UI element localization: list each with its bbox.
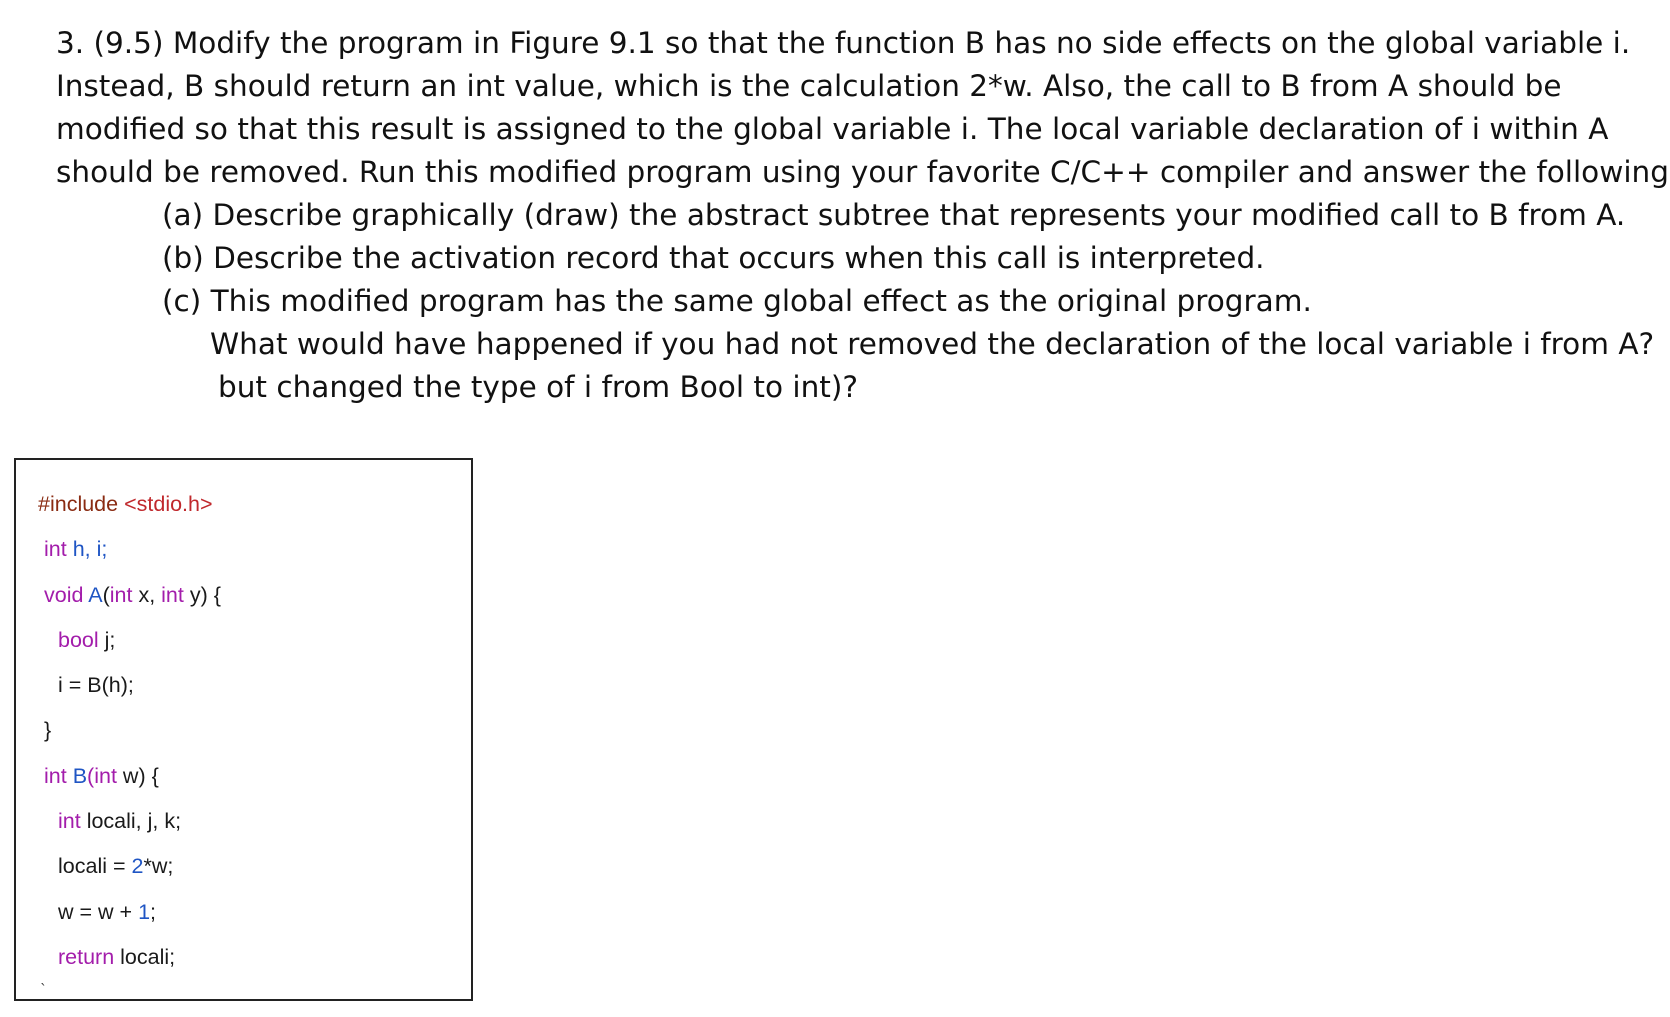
number-literal: 2	[131, 854, 144, 879]
question-part-c-line-3: but changed the type of i from Bool to int)?	[218, 370, 859, 404]
code-line-assign-locali	[38, 844, 221, 889]
func-a-paren: (	[102, 582, 110, 607]
keyword-void: void	[44, 582, 84, 607]
call-b-statement: i = B(h);	[58, 673, 134, 698]
keyword-return: return	[58, 944, 115, 969]
code-line-increment-w	[38, 890, 221, 935]
param-y: y) {	[183, 582, 221, 607]
keyword-int: int	[109, 582, 133, 607]
question-part-a: (a) Describe graphically (draw) the abstract subtree that represents your modified call to B from A.	[162, 198, 1626, 232]
code-listing	[38, 482, 221, 980]
code-line-local-decl	[38, 799, 221, 844]
include-header: <stdio.h>	[124, 492, 213, 516]
question-line-3: modified so that this result is assigned to the global variable i. The local variable declaration of i within A	[56, 112, 1609, 146]
increment-pre: w = w +	[58, 899, 139, 924]
func-a-name: A	[88, 582, 103, 607]
question-part-b: (b) Describe the activation record that occurs when this call is interpreted.	[162, 241, 1265, 275]
param-w: w) {	[116, 763, 159, 788]
question-line-4: should be removed. Run this modified program using your favorite C/C++ compiler and answer the following	[56, 155, 1669, 189]
code-line-bool-decl	[38, 618, 221, 663]
question-line-2: Instead, B should return an int value, which is the calculation 2*w. Also, the call to B from A should be	[56, 69, 1562, 103]
bool-var: j;	[98, 627, 116, 652]
keyword-int: int	[44, 763, 67, 788]
code-line-func-b	[38, 754, 221, 799]
keyword-int: int	[161, 582, 184, 607]
keyword-int: int	[44, 537, 67, 562]
question-part-c: (c) This modified program has the same global effect as the original program.	[162, 284, 1312, 318]
increment-post: ;	[150, 899, 157, 924]
question-text	[56, 22, 1669, 409]
return-value: locali;	[114, 944, 176, 969]
assign-locali-post: *w;	[143, 854, 174, 879]
keyword-bool: bool	[58, 627, 99, 652]
code-line-func-a	[38, 573, 221, 618]
code-line-return	[38, 935, 221, 980]
local-vars: locali, j, k;	[80, 809, 182, 834]
keyword-int: int	[58, 809, 81, 834]
func-b-paren: (	[87, 763, 95, 788]
code-figure	[14, 458, 473, 1001]
code-line-include	[38, 482, 221, 527]
global-vars: h, i;	[72, 537, 108, 562]
close-brace: }	[44, 718, 52, 743]
question-line-1: 3. (9.5) Modify the program in Figure 9.1 so that the function B has no side effects on the global variable i.	[56, 26, 1631, 60]
assign-locali-pre: locali =	[58, 854, 132, 879]
code-line-globals	[38, 527, 221, 572]
keyword-int: int	[94, 763, 117, 788]
question-part-c-line-2: What would have happened if you had not removed the declaration of the local variable i from A?	[210, 327, 1655, 361]
param-x: x,	[132, 582, 162, 607]
include-directive: #include	[38, 492, 119, 516]
code-line-call-b	[38, 663, 221, 708]
number-literal: 1	[138, 899, 151, 924]
func-b-name: B	[72, 763, 88, 788]
code-line-close-a	[38, 708, 221, 753]
trailing-mark: ˎ	[40, 970, 47, 986]
